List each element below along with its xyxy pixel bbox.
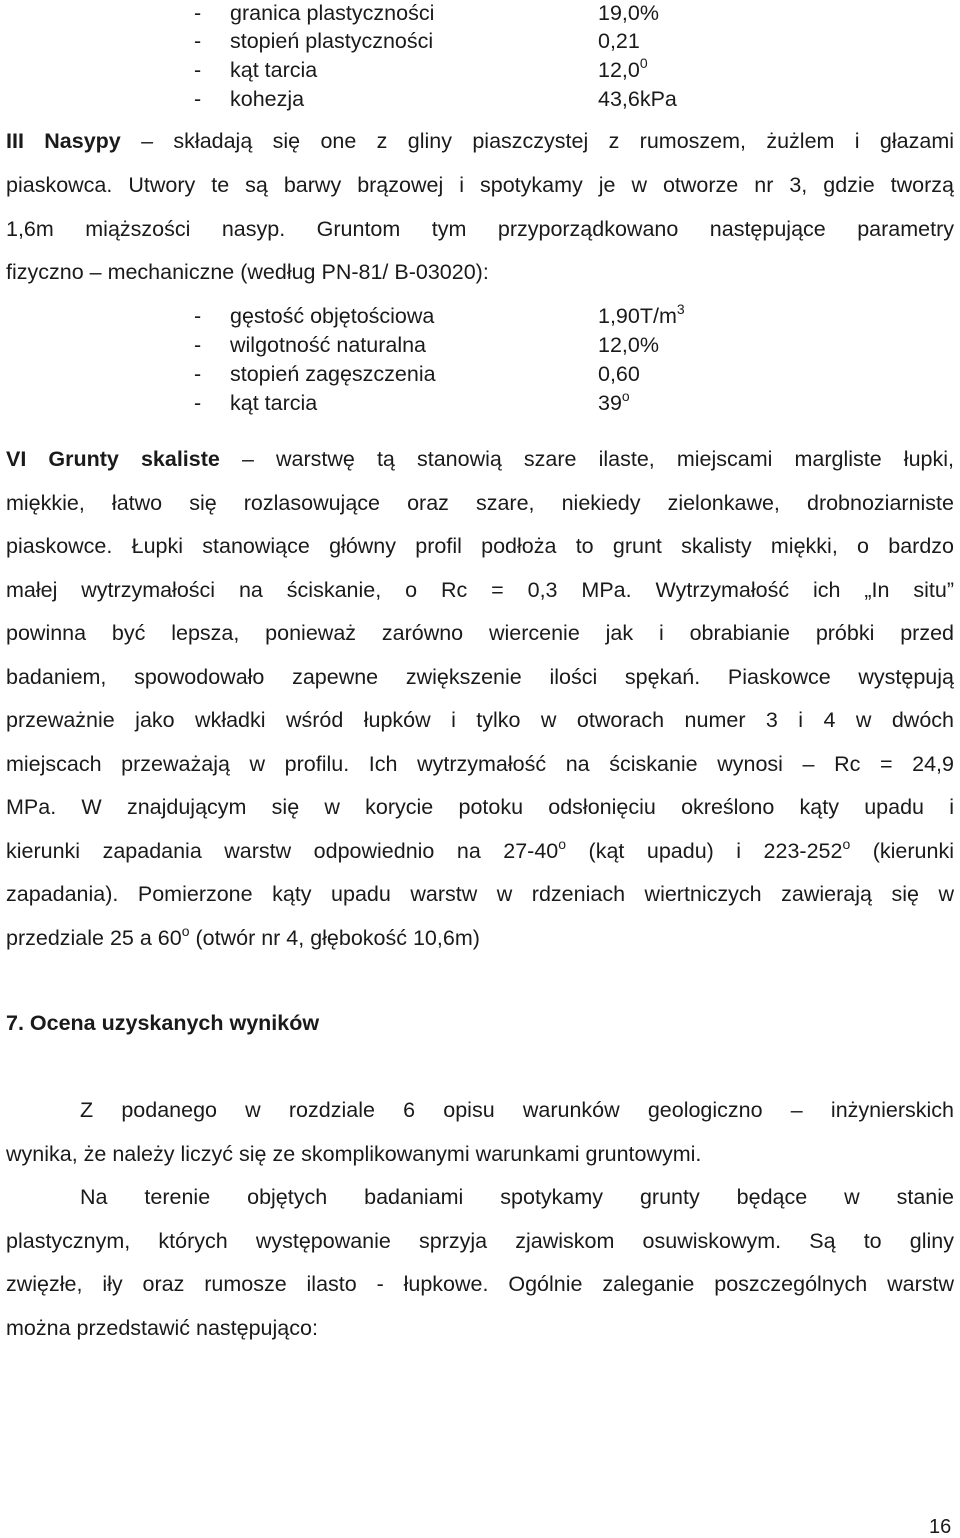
param-value: 0,21 bbox=[598, 29, 640, 53]
section-label: III Nasypy bbox=[6, 129, 121, 153]
param-name: kohezja bbox=[230, 87, 305, 111]
list-bullet: - bbox=[194, 1, 202, 25]
superscript: 3 bbox=[676, 301, 685, 317]
superscript: o bbox=[842, 836, 851, 852]
paragraph-line: Z podanego w rozdziale 6 opisu warunków geologiczno – inżynierskich bbox=[80, 1098, 954, 1122]
paragraph-line: VI Grunty skaliste – warstwę tą stanowią szare ilaste, miejscami margliste łupki, bbox=[6, 447, 954, 471]
param-value: 12,0$^0$ bbox=[598, 55, 648, 82]
paragraph-line: zwięzłe, iły oraz rumosze ilasto - łupkowe. Ogólnie zaleganie poszczególnych warstw bbox=[6, 1272, 954, 1296]
section-label: VI Grunty skaliste bbox=[6, 447, 220, 471]
param-name: kąt tarcia bbox=[230, 391, 318, 415]
paragraph-line: powinna być lepsza, ponieważ zarówno wiercenie jak i obrabianie próbki przed bbox=[6, 621, 954, 645]
list-bullet: - bbox=[194, 29, 202, 53]
paragraph-line: plastycznym, których występowanie sprzyja zjawiskom osuwiskowym. Są to gliny bbox=[6, 1229, 954, 1253]
superscript: o bbox=[621, 388, 630, 404]
paragraph-line: miejscach przeważają w profilu. Ich wytrzymałość na ściskanie wynosi – Rc = 24,9 bbox=[6, 752, 954, 776]
list-bullet: - bbox=[194, 304, 202, 328]
param-value: 43,6kPa bbox=[598, 87, 677, 111]
superscript: o bbox=[181, 923, 190, 939]
paragraph-line: przeważnie jako wkładki wśród łupków i tylko w otworach numer 3 i 4 w dwóch bbox=[6, 708, 954, 732]
paragraph-line: III Nasypy – składają się one z gliny piaszczystej z rumoszem, żużlem i głazami bbox=[6, 129, 955, 153]
param-name: stopień zagęszczenia bbox=[230, 362, 436, 386]
paragraph-line: 1,6m miąższości nasyp. Gruntom tym przyporządkowano następujące parametry bbox=[6, 217, 954, 241]
paragraph-line: wynika, że należy liczyć się ze skomplikowanymi warunkami gruntowymi. bbox=[6, 1142, 702, 1166]
paragraph-line: MPa. W znajdującym się w korycie potoku odsłonięciu określono kąty upadu i bbox=[6, 795, 954, 819]
list-bullet: - bbox=[194, 362, 202, 386]
param-name: kąt tarcia bbox=[230, 58, 318, 82]
paragraph-line: piaskowca. Utwory te są barwy brązowej i spotykamy je w otworze nr 3, gdzie tworzą bbox=[6, 173, 954, 197]
paragraph-line: Na terenie objętych badaniami spotykamy grunty będące w stanie bbox=[80, 1185, 954, 1209]
list-bullet: - bbox=[194, 391, 202, 415]
paragraph-line: przedziale 25 a 60$^o$ (otwór nr 4, głębokość 10,6m) bbox=[6, 923, 480, 950]
paragraph-line: piaskowce. Łupki stanowiące główny profil podłoża to grunt skalisty miękki, o bardzo bbox=[6, 534, 954, 558]
paragraph-line: zapadania). Pomierzone kąty upadu warstw w rdzeniach wiertniczych zawierają się w bbox=[6, 882, 954, 906]
paragraph-line: fizyczno – mechaniczne (według PN-81/ B-03020): bbox=[6, 260, 489, 284]
list-bullet: - bbox=[194, 87, 202, 111]
param-value: 0,60 bbox=[598, 362, 640, 386]
param-value: 19,0% bbox=[598, 1, 659, 25]
param-name: gęstość objętościowa bbox=[230, 304, 435, 328]
param-name: granica plastyczności bbox=[230, 1, 435, 25]
param-value: 39$^o$ bbox=[598, 388, 630, 415]
paragraph-line: badaniem, spowodowało zapewne zwiększenie ilości spękań. Piaskowce występują bbox=[6, 665, 954, 689]
paragraph-line: można przedstawić następująco: bbox=[6, 1316, 318, 1340]
paragraph-line: miękkie, łatwo się rozlasowujące oraz szare, niekiedy zielonkawe, drobnoziarniste bbox=[6, 491, 954, 515]
param-value: $1,90T/m^3$ bbox=[598, 301, 685, 328]
param-name: wilgotność naturalna bbox=[230, 333, 427, 357]
paragraph-line: małej wytrzymałości na ściskanie, o Rc = 0,3 MPa. Wytrzymałość ich „In situ” bbox=[6, 578, 954, 602]
list-bullet: - bbox=[194, 333, 202, 357]
superscript: o bbox=[558, 836, 567, 852]
paragraph-line: kierunki zapadania warstw odpowiednio na 27-40$^o$ (kąt upadu) i 223-252$^o$ (kierunki bbox=[6, 836, 954, 863]
page-number: 16 bbox=[929, 1516, 952, 1538]
section-heading: 7. Ocena uzyskanych wyników bbox=[6, 1011, 320, 1035]
param-value: 12,0% bbox=[598, 333, 659, 357]
superscript: 0 bbox=[639, 55, 648, 71]
param-name: stopień plastyczności bbox=[230, 29, 434, 53]
list-bullet: - bbox=[194, 58, 202, 82]
